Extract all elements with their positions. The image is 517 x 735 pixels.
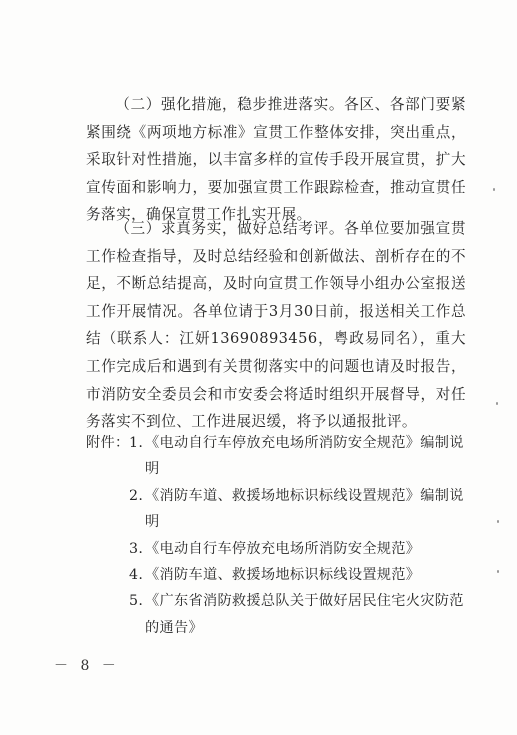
attachments-label: 附件：: [86, 435, 130, 451]
attachment-title: 《电动自行车停放充电场所消防安全规范》: [145, 540, 421, 557]
attachment-number: 3.: [129, 540, 144, 557]
attachment-item: [129, 483, 469, 536]
paragraph-summary-evaluation: [86, 215, 466, 436]
scan-speck: [493, 188, 495, 191]
attachments-list: [129, 430, 469, 641]
paragraph-heading: （二）强化措施，稳步推进落实。: [115, 96, 345, 113]
scan-speck: [496, 402, 498, 405]
attachment-title: 《消防车道、救援场地标识标线设置规范》: [145, 567, 421, 584]
paragraph-strengthen-measures: [86, 91, 466, 229]
page-number: － 8 －: [54, 658, 120, 674]
scan-speck: [497, 520, 499, 523]
attachment-title: 《电动自行车停放充电场所消防安全规范》编制说明: [145, 435, 464, 478]
attachment-title: 《消防车道、救援场地标识标线设置规范》编制说明: [145, 487, 464, 531]
paragraph-heading: （三）求真务实，做好总结考评。: [115, 220, 345, 237]
attachment-number: 5.: [129, 593, 144, 610]
attachment-number: 4.: [129, 567, 144, 584]
attachment-item: [129, 562, 469, 588]
attachment-number: 1.: [129, 435, 144, 451]
attachment-title: 《广东省消防救援总队关于做好居民住宅火灾防范的通告》: [145, 593, 464, 636]
attachment-item: [129, 536, 469, 562]
paragraph-body: 各单位要加强宣贯工作检查指导，及时总结经验和创新做法、剖析存在的不足，不断总结提高，及时向宣贯工作领导小组办公室报送工作开展情况。各单位请于3月30日前，报送相关工作总结（联系人：江妍13690893456，粤政易同名），重大工作完成后和遇到有关贯彻落实中的问题也请及时报告，市消防安全委员会和市安委会将适时组织开展督导，对任务落实不到位、工作进展迟缓，将予以通报批评。: [86, 220, 466, 431]
paragraph-body: 各区、各部门要紧紧围绕《两项地方标准》宣贯工作整体安排，突出重点，采取针对性措施，以丰富多样的宣传手段开展宣贯，扩大宣传面和影响力，要加强宣贯工作跟踪检查，推动宣贯任务落实，确保宣贯工作扎实开展。: [86, 96, 466, 224]
attachment-item: [129, 430, 469, 483]
attachment-item: [129, 588, 469, 641]
attachment-number: 2.: [129, 487, 144, 504]
scan-speck: [497, 570, 499, 573]
